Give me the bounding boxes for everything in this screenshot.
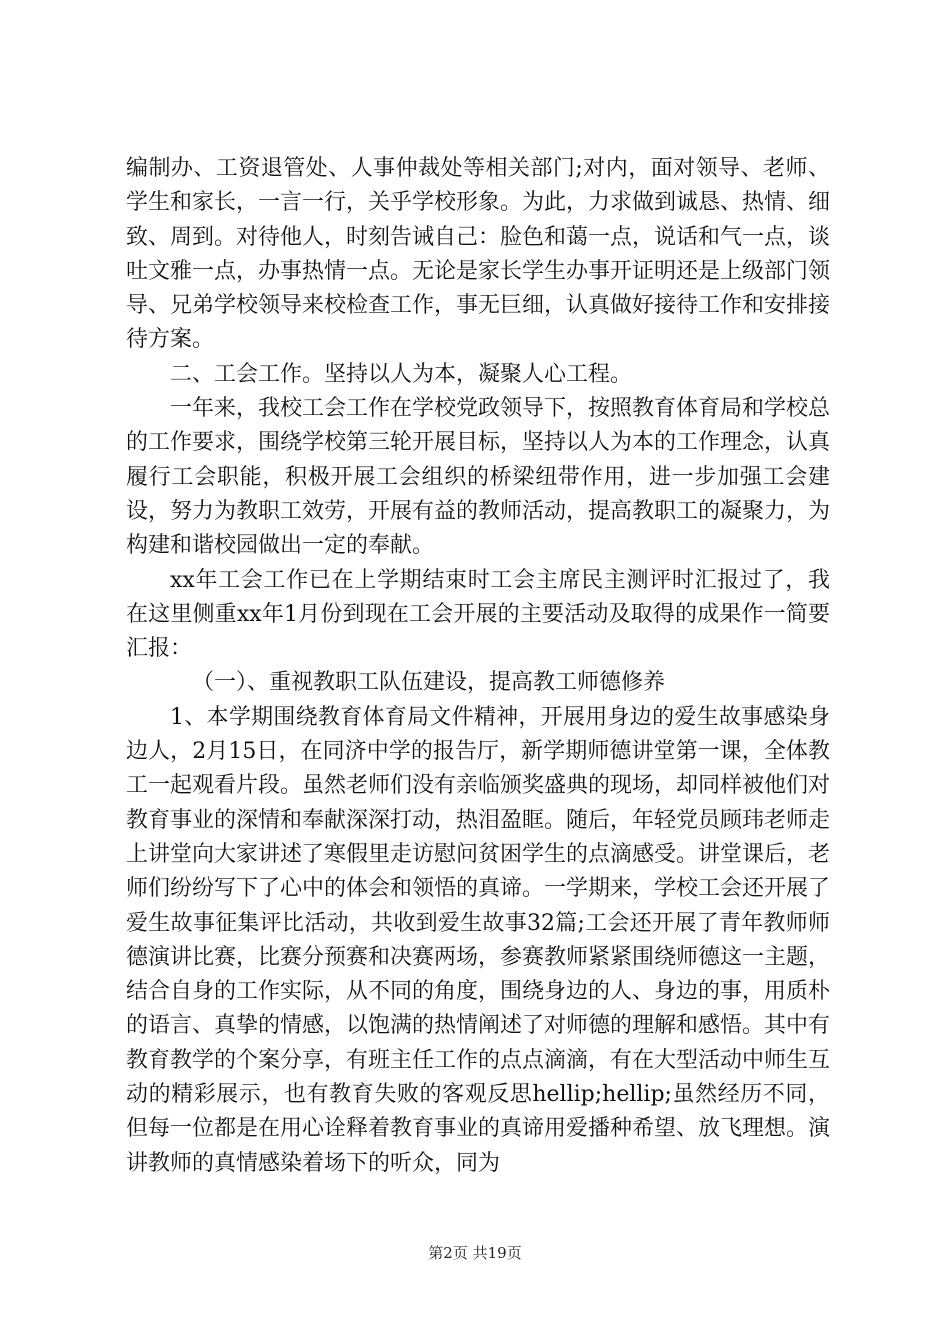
subsection-heading-staff-ethics: （一）、重视教职工队伍建设，提高教工师德修养: [192, 670, 666, 696]
paragraph-continuation: 编制办、工资退管处、人事仲裁处等相关部门;对内，面对领导、老师、学生和家长，一言一行，关乎学校形象。为此，力求做到诚恳、热情、细致、周到。对待他人，时刻告诫自己：脸色和蔼一点，说话和气一点，谈吐文雅一点，办事热情一点。无论是家长学生办事开证明还是上级部门领导、兄弟学校领导来校检查工作，事无巨细，认真做好接待工作和安排接待方案。: [126, 156, 831, 353]
paragraph-ethics-activities: 1、本学期围绕教育体育局文件精神，开展用身边的爱生故事感染身边人，2月15日，在同济中学的报告厅，新学期师德讲堂第一课，全体教工一起观看片段。虽然老师们没有亲临颁奖盛典的现场，却同样被他们对教育事业的深情和奉献深深打动，热泪盈眶。随后，年轻党员顾玮老师走上讲堂向大家讲述了寒假里走访慰问贫困学生的点滴感受。讲堂课后，老师们纷纷写下了心中的体会和领悟的真谛。一学期来，学校工会还开展了爱生故事征集评比活动，共收到爱生故事32篇;工会还开展了青年教师师德演讲比赛，比赛分预赛和决赛两场，参赛教师紧紧围绕师德这一主题，结合自身的工作实际，从不同的角度，围绕身边的人、身边的事，用质朴的语言、真挚的情感，以饱满的热情阐述了对师德的理解和感悟。其中有教育教学的个案分享，有班主任工作的点点滴滴，有在大型活动中师生互动的精彩展示，也有教育失败的客观反思hellip;hellip;虽然经历不同，但每一位都是在用心诠释着教育事业的真谛用爱播种希望、放飞理想。演讲教师的真情感染着场下的听众，同为: [126, 704, 831, 1176]
paragraph-report-intro: xx年工会工作已在上学期结束时工会主席民主测评时汇报过了，我在这里侧重xx年1月份到现在工会开展的主要活动及取得的成果作一简要汇报：: [126, 567, 830, 662]
page-number-footer: 第2页 共19页: [428, 1244, 522, 1262]
document-body: [126, 152, 830, 1181]
section-heading-union-work: 二、工会工作。坚持以人为本，凝聚人心工程。: [170, 361, 633, 387]
paragraph-union-overview: 一年来，我校工会工作在学校党政领导下，按照教育体育局和学校总的工作要求，围绕学校第三轮开展目标，坚持以人为本的工作理念，认真履行工会职能，积极开展工会组织的桥梁纽带作用，进一步加强工会建设，努力为教职工效劳，开展有益的教师活动，提高教职工的凝聚力，为构建和谐校园做出一定的奉献。: [126, 396, 831, 559]
